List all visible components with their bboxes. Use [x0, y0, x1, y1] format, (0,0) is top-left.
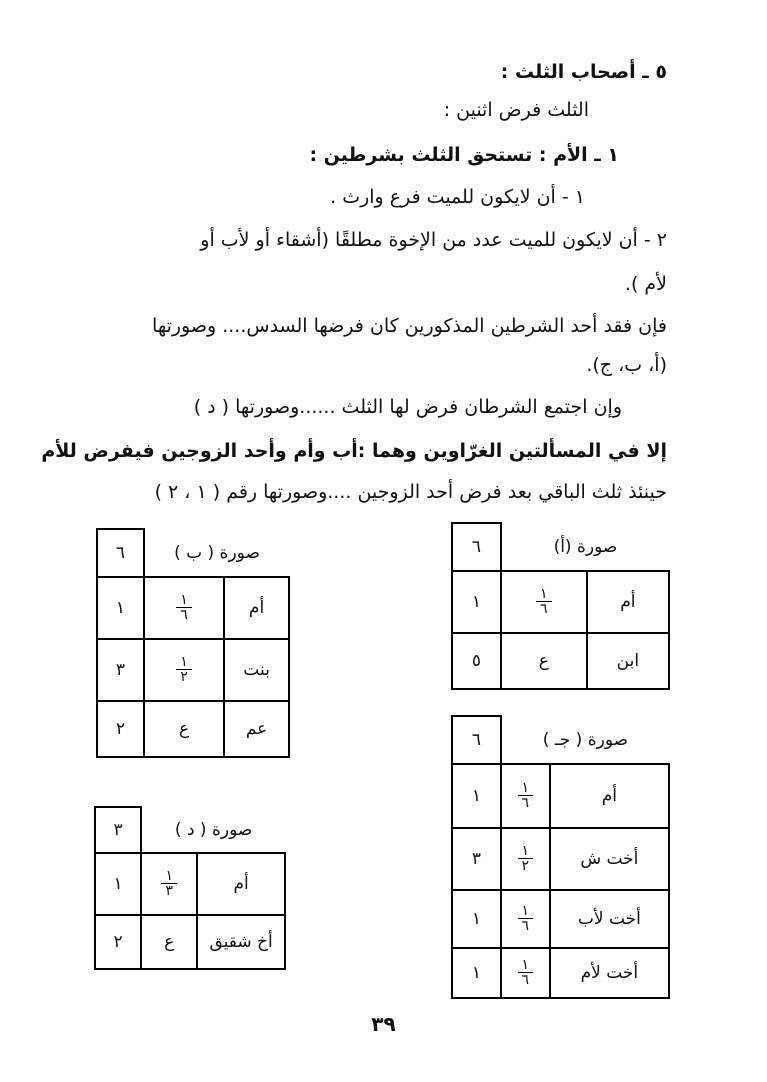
fraction-cell: ع: [141, 915, 197, 969]
paragraph-3-cont: حينئذ ثلث الباقي بعد فرض أحد الزوجين ....وصورتها رقم ( ١ ، ٢ ): [154, 481, 667, 503]
fraction-den: ٢: [521, 857, 530, 874]
fraction-num: ١: [161, 869, 177, 884]
subheading: الثلث فرض اثنين :: [443, 99, 589, 121]
fraction-den: ٦: [540, 600, 548, 617]
table-row: [452, 571, 669, 633]
fraction-den: ٣: [165, 882, 173, 899]
fraction-den: ٢: [180, 668, 188, 685]
heir-cell: أخت ش: [550, 828, 669, 890]
item-mother: ١ ـ الأم : تستحق الثلث بشرطين :: [309, 144, 619, 166]
fraction-den: ٦: [521, 794, 530, 811]
fraction-cell: [501, 571, 587, 633]
heir-cell: بنت: [224, 639, 289, 701]
table-row: [95, 915, 285, 969]
table-d: [94, 806, 286, 970]
table-d-total: ٣: [95, 807, 141, 853]
table-row: [97, 639, 289, 701]
fraction-den: ٦: [521, 971, 530, 988]
fraction-cell: [144, 639, 224, 701]
share-cell: ١: [452, 764, 501, 828]
share-cell: ٣: [452, 828, 501, 890]
heir-cell: أم: [224, 577, 289, 639]
fraction-num: ١: [536, 587, 552, 602]
fraction-num: ١: [176, 655, 192, 670]
table-d-caption: صورة ( د ): [174, 819, 253, 840]
fraction-cell: [501, 948, 550, 998]
fraction-num: ١: [518, 781, 534, 796]
table-a-caption: صورة (أ): [553, 536, 618, 557]
heir-cell: أخ شقيق: [197, 915, 285, 969]
table-row: [452, 764, 669, 828]
table-row: [95, 853, 285, 915]
table-b: [96, 528, 290, 758]
table-row: [452, 828, 669, 890]
share-cell: ٢: [95, 915, 141, 969]
fraction-num: ١: [518, 904, 534, 919]
table-row: [452, 890, 669, 948]
table-row: [97, 577, 289, 639]
table-a-total: ٦: [452, 523, 501, 571]
page-number: ٣٩: [371, 1012, 396, 1036]
fraction-cell: [501, 828, 550, 890]
share-cell: ١: [452, 890, 501, 948]
fraction-cell: [501, 764, 550, 828]
heir-cell: أخت لأم: [550, 948, 669, 998]
fraction-den: ٦: [521, 917, 530, 934]
fraction-num: ١: [518, 958, 534, 973]
share-cell: ٥: [452, 633, 501, 689]
fraction-den: ٦: [180, 606, 188, 623]
fraction-cell: [501, 890, 550, 948]
heir-cell: أخت لأب: [550, 890, 669, 948]
heir-cell: أم: [587, 571, 669, 633]
condition-1: ١ - أن لايكون للميت فرع وارث .: [330, 186, 585, 208]
share-cell: ١: [95, 853, 141, 915]
heir-cell: عم: [224, 701, 289, 757]
fraction-num: ١: [176, 593, 192, 608]
section-heading: ٥ ـ أصحاب الثلث :: [500, 61, 667, 83]
heir-cell: أم: [197, 853, 285, 915]
table-row: [452, 948, 669, 998]
table-b-total: ٦: [97, 529, 144, 577]
fraction-cell: ع: [144, 701, 224, 757]
table-c-caption: صورة ( جـ ): [542, 729, 629, 750]
paragraph-1: فإن فقد أحد الشرطين المذكورين كان فرضها السدس.... وصورتها: [152, 315, 667, 337]
fraction-cell: [141, 853, 197, 915]
table-a: [451, 522, 670, 690]
fraction-cell: [144, 577, 224, 639]
condition-2: ٢ - أن لايكون للميت عدد من الإخوة مطلقًا (أشقاء أو لأب أو: [200, 229, 667, 251]
heir-cell: ابن: [587, 633, 669, 689]
share-cell: ١: [97, 577, 144, 639]
share-cell: ١: [452, 948, 501, 998]
paragraph-1-cont: (أ، ب، ج).: [586, 354, 667, 376]
paragraph-2: وإن اجتمع الشرطان فرض لها الثلث ......وصورتها ( د ): [193, 396, 622, 418]
paragraph-3: إلا في المسألتين الغرّاوين وهما :أب وأم وأحد الزوجين فيفرض للأم: [41, 440, 667, 462]
heir-cell: أم: [550, 764, 669, 828]
fraction-num: ١: [518, 844, 534, 859]
share-cell: ٣: [97, 639, 144, 701]
table-row: [452, 633, 669, 689]
share-cell: ١: [452, 571, 501, 633]
table-c: [451, 715, 670, 999]
table-b-caption: صورة ( ب ): [174, 542, 260, 563]
share-cell: ٢: [97, 701, 144, 757]
fraction-cell: ع: [501, 633, 587, 689]
table-c-total: ٦: [452, 716, 501, 764]
table-row: [97, 701, 289, 757]
condition-2-cont: لأم ).: [624, 273, 667, 295]
